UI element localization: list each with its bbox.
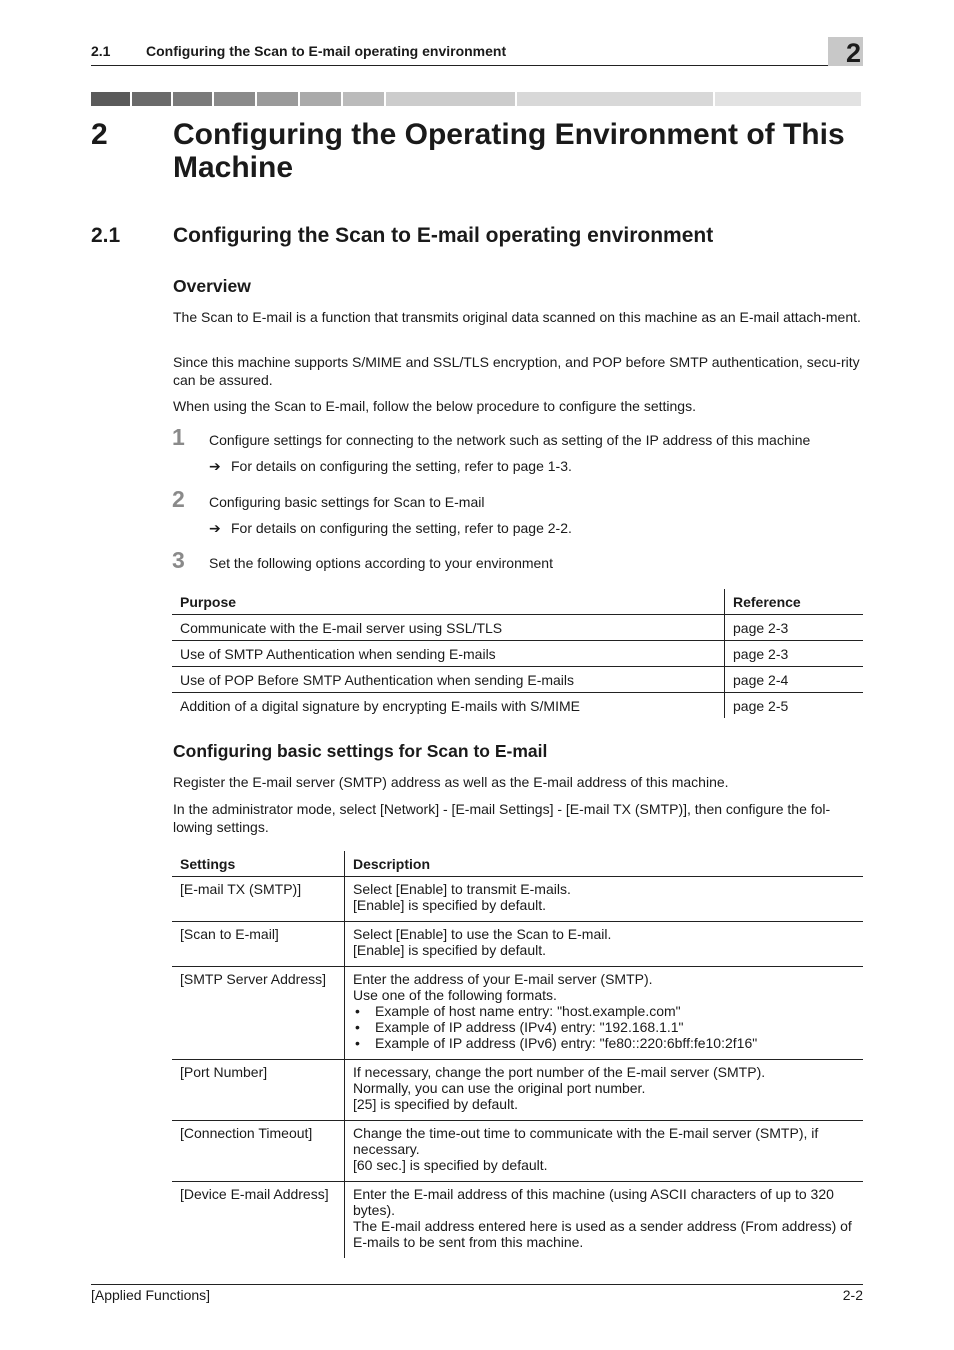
band-segment: [91, 92, 130, 106]
chapter-number: 2: [91, 118, 108, 151]
table-row: [172, 877, 863, 922]
description-line: Normally, you can use the original port number.: [353, 1080, 646, 1096]
band-segment: [715, 92, 862, 106]
description-line: The E-mail address entered here is used as a sender address (From address) of E-mails to be sent from this machine.: [353, 1218, 852, 1250]
setting-name-cell: [Port Number]: [172, 1060, 345, 1121]
reference-cell: page 2-4: [725, 667, 864, 693]
arrow-icon: ➔: [209, 458, 221, 474]
description-line: Enter the address of your E-mail server (SMTP).: [353, 971, 653, 987]
step-1-reference-text: For details on configuring the setting, refer to page 1-3.: [231, 458, 572, 474]
table-row: [172, 667, 863, 693]
table-row: [172, 641, 863, 667]
purpose-cell: Communicate with the E-mail server using SSL/TLS: [172, 615, 725, 641]
column-header-purpose: Purpose: [172, 589, 725, 615]
table-row: [172, 1121, 863, 1182]
band-segment: [214, 92, 255, 106]
settings-table: [172, 851, 863, 1258]
reference-cell: page 2-3: [725, 641, 864, 667]
table-row: [172, 1182, 863, 1259]
setting-name-cell: [Scan to E-mail]: [172, 922, 345, 967]
purpose-cell: Use of SMTP Authentication when sending E-mails: [172, 641, 725, 667]
description-bullet: • Example of IP address (IPv4) entry: "192.168.1.1": [353, 1019, 855, 1035]
setting-name-cell: [Connection Timeout]: [172, 1121, 345, 1182]
description-cell: [345, 1060, 864, 1121]
column-header-reference: Reference: [725, 589, 864, 615]
header-section-title: Configuring the Scan to E-mail operating environment: [146, 43, 507, 59]
description-cell: [345, 877, 864, 922]
band-segment: [173, 92, 212, 106]
column-header-description: Description: [345, 851, 864, 877]
band-segment: [300, 92, 341, 106]
step-2-reference: [209, 520, 572, 537]
description-cell: [345, 967, 864, 1060]
chapter-tab: 2: [828, 37, 863, 66]
description-line: Enter the E-mail address of this machine (using ASCII characters of up to 320 bytes).: [353, 1186, 834, 1218]
overview-paragraph-2: Since this machine supports S/MIME and SSL/TLS encryption, and POP before SMTP authentication, secu-rity can be assured.: [173, 354, 860, 388]
basic-paragraph-2: In the administrator mode, select [Network] - [E-mail Settings] - [E-mail TX (SMTP)], then configure the fol-lowing settings.: [173, 801, 831, 835]
description-cell: [345, 1182, 864, 1259]
description-cell: [345, 1121, 864, 1182]
description-bullet: • Example of IP address (IPv6) entry: "fe80::220:6bff:fe10:2f16": [353, 1035, 855, 1051]
description-line: Select [Enable] to transmit E-mails.: [353, 881, 571, 897]
table-row: [172, 922, 863, 967]
overview-paragraph-3: When using the Scan to E-mail, follow the below procedure to configure the settings.: [173, 398, 696, 414]
table-header-row: [172, 851, 863, 877]
column-header-settings: Settings: [172, 851, 345, 877]
step-1-number: 1: [172, 424, 185, 450]
step-1-reference: [209, 458, 572, 475]
step-2-reference-text: For details on configuring the setting, refer to page 2-2.: [231, 520, 572, 536]
footer-rule: [91, 1284, 863, 1285]
step-3-text: Set the following options according to your environment: [209, 555, 553, 571]
chapter-title: Configuring the Operating Environment of This Machine: [173, 118, 845, 184]
description-line: Use one of the following formats.: [353, 987, 557, 1003]
setting-name-cell: [Device E-mail Address]: [172, 1182, 345, 1259]
arrow-icon: ➔: [209, 520, 221, 536]
table-row: [172, 1060, 863, 1121]
setting-name-cell: [SMTP Server Address]: [172, 967, 345, 1060]
step-3-number: 3: [172, 547, 185, 573]
overview-paragraph-1: The Scan to E-mail is a function that transmits original data scanned on this machine as an E-mail attach-ment.: [173, 309, 861, 325]
band-segment: [517, 92, 712, 106]
page-number: 2-2: [842, 1287, 863, 1303]
band-segment: [343, 92, 384, 106]
description-line: [60 sec.] is specified by default.: [353, 1157, 548, 1173]
description-line: Change the time-out time to communicate with the E-mail server (SMTP), if necessary.: [353, 1125, 819, 1157]
description-line: If necessary, change the port number of the E-mail server (SMTP).: [353, 1064, 766, 1080]
description-line: [Enable] is specified by default.: [353, 897, 547, 913]
header-section-number: 2.1: [91, 43, 111, 59]
setting-name-cell: [E-mail TX (SMTP)]: [172, 877, 345, 922]
reference-cell: page 2-3: [725, 615, 864, 641]
decorative-band: [91, 92, 863, 106]
reference-cell: page 2-5: [733, 697, 789, 714]
overview-heading: Overview: [173, 276, 251, 296]
section-title: Configuring the Scan to E-mail operating environment: [173, 224, 714, 247]
band-segment: [386, 92, 515, 106]
section-number: 2.1: [91, 224, 121, 247]
table-row: [172, 693, 863, 719]
table-header-row: [172, 589, 863, 615]
band-segment: [257, 92, 298, 106]
purpose-cell: Use of POP Before SMTP Authentication when sending E-mails: [172, 667, 725, 693]
header-rule: [91, 65, 863, 66]
table-row: [172, 967, 863, 1060]
description-bullet: • Example of host name entry: "host.example.com": [353, 1003, 855, 1019]
description-cell: [345, 922, 864, 967]
step-1-text: Configure settings for connecting to the network such as setting of the IP address of this machine: [209, 432, 811, 448]
purpose-cell: Addition of a digital signature by encrypting E-mails with S/MIME: [172, 693, 725, 719]
basic-paragraph-1: Register the E-mail server (SMTP) address as well as the E-mail address of this machine.: [173, 774, 729, 790]
description-line: [25] is specified by default.: [353, 1096, 518, 1112]
table-row: [172, 615, 863, 641]
step-2-number: 2: [172, 486, 185, 512]
description-line: Select [Enable] to use the Scan to E-mail.: [353, 926, 612, 942]
description-line: [Enable] is specified by default.: [353, 942, 547, 958]
footer-manual-title: [Applied Functions]: [91, 1287, 211, 1303]
band-segment: [132, 92, 171, 106]
basic-settings-heading: Configuring basic settings for Scan to E-mail: [173, 741, 548, 761]
options-table: [172, 589, 863, 718]
step-2-text: Configuring basic settings for Scan to E-mail: [209, 494, 485, 510]
